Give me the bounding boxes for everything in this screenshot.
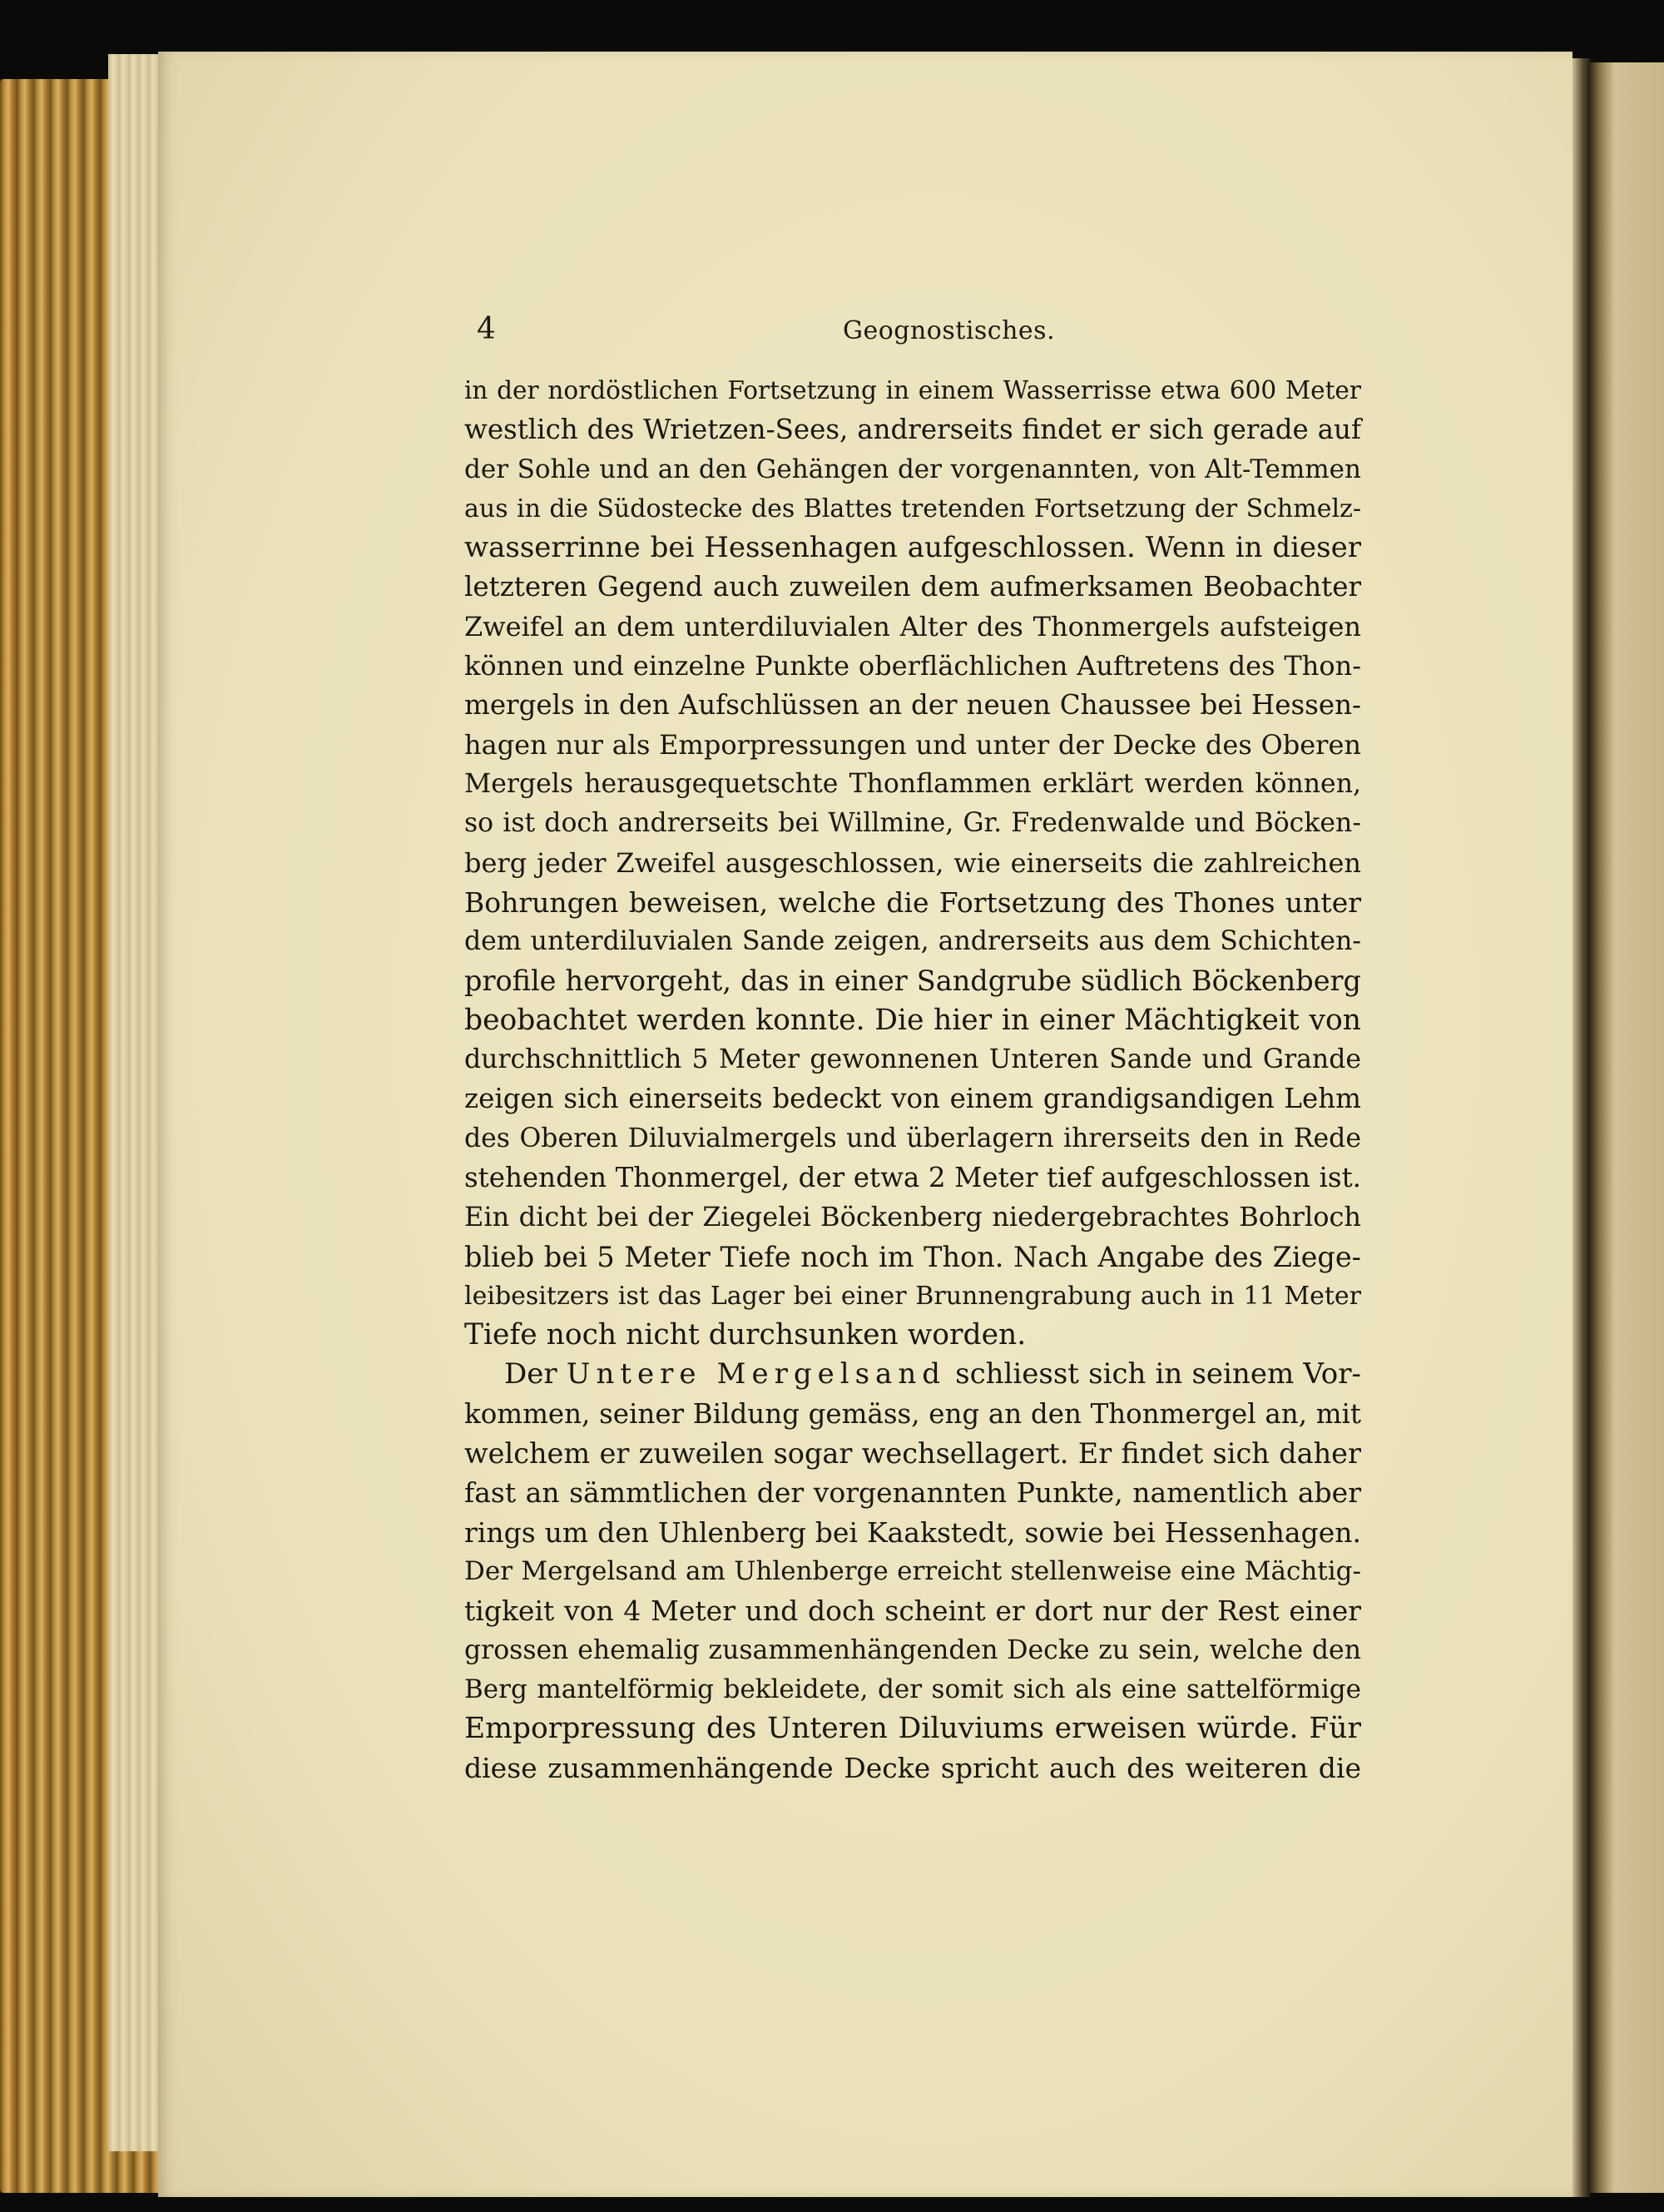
text-line: Zweifel an dem unterdiluvialen Alter des Thonmergels aufsteigen — [464, 610, 1361, 642]
section-term: Untere Mergelsand — [566, 1357, 946, 1391]
text-line: durchschnittlich 5 Meter gewonnenen Unteren Sande und Grande — [464, 1044, 1361, 1075]
text-line: fast an sämmtlichen der vorgenannten Punkte, namentlich aber — [464, 1476, 1361, 1510]
body-text — [464, 371, 1361, 1788]
text-line: berg jeder Zweifel ausgeschlossen, wie einerseits die zahlreichen — [464, 846, 1361, 879]
running-title: Geognostisches. — [843, 316, 1056, 345]
text-line: westlich des Wrietzen-Sees, andrerseits findet er sich gerade auf — [464, 414, 1361, 446]
text-line: in der nordöstlichen Fortsetzung in einem Wasserrisse etwa 600 Meter — [464, 376, 1361, 404]
text-line: wasserrinne bei Hessenhagen aufgeschlossen. Wenn in dieser — [464, 531, 1361, 565]
text-line: können und einzelne Punkte oberflächlichen Auftretens des Thon- — [464, 650, 1361, 682]
text-line: Ein dicht bei der Ziegelei Böckenberg niedergebrachtes Bohrloch — [464, 1201, 1361, 1233]
text-line: tigkeit von 4 Meter und doch scheint er dort nur der Rest einer — [464, 1595, 1361, 1628]
text-line: der Sohle und an den Gehängen der vorgenannten, von Alt-Temmen — [464, 454, 1361, 484]
text-line: letzteren Gegend auch zuweilen dem aufmerksamen Beobachter — [464, 571, 1361, 603]
text-line: grossen ehemalig zusammenhängenden Decke zu sein, welche den — [464, 1634, 1361, 1665]
text-line: Emporpressung des Unteren Diluviums erweisen würde. Für — [464, 1712, 1361, 1746]
text-line: profile hervorgeht, das in einer Sandgrube südlich Böckenberg — [464, 965, 1361, 998]
text-line: beobachtet werden konnte. Die hier in einer Mächtigkeit von — [464, 1003, 1361, 1037]
book-page-edges-inner — [108, 54, 158, 2151]
text-line: so ist doch andrerseits bei Willmine, Gr. Fredenwalde und Böcken- — [464, 808, 1361, 839]
text-line: kommen, seiner Bildung gemäss, eng an den Thonmergel an, mit — [464, 1397, 1361, 1430]
text-line: stehenden Thonmergel, der etwa 2 Meter tief aufgeschlossen ist. — [464, 1161, 1361, 1193]
text-line: aus in die Südostecke des Blattes tretenden Fortsetzung der Schmelz- — [464, 493, 1361, 523]
text-line: Der Mergelsand am Uhlenberge erreicht stellenweise eine Mächtig- — [464, 1555, 1361, 1586]
text-line: blieb bei 5 Meter Tiefe noch im Thon. Nach Angabe des Ziege- — [464, 1240, 1361, 1273]
text-line: des Oberen Diluvialmergels und überlagern ihrerseits den in Rede — [464, 1123, 1361, 1153]
text-line: welchem er zuweilen sogar wechsellagert. Er findet sich daher — [464, 1437, 1361, 1471]
facing-page-strip — [1589, 62, 1664, 2193]
paragraph-2-rest: schliesst sich in seinem Vor- — [946, 1357, 1361, 1391]
text-line: hagen nur als Emporpressungen und unter der Decke des Oberen — [464, 728, 1361, 761]
running-head — [477, 310, 1338, 350]
text-line: Bohrungen beweisen, welche die Fortsetzung des Thones unter — [464, 885, 1361, 919]
paragraph-2-lead: Der — [504, 1357, 567, 1391]
paragraph-2-first-line — [464, 1355, 1361, 1394]
text-line: rings um den Uhlenberg bei Kaakstedt, sowie bei Hessenhagen. — [464, 1515, 1361, 1549]
book-gutter — [1571, 58, 1591, 2197]
page-number: 4 — [477, 312, 496, 346]
text-line: mergels in den Aufschlüssen an der neuen Chaussee bei Hessen- — [464, 689, 1361, 722]
paragraph-2 — [464, 1355, 1361, 1788]
text-line: diese zusammenhängende Decke spricht auch des weiteren die — [464, 1752, 1361, 1785]
text-line: Mergels herausgequetschte Thonflammen erklärt werden können, — [464, 768, 1361, 799]
text-line: Tiefe noch nicht durchsunken worden. — [464, 1318, 1027, 1352]
text-line: zeigen sich einerseits bedeckt von einem grandigsandigen Lehm — [464, 1083, 1361, 1115]
text-line: leibesitzers ist das Lager bei einer Brunnengrabung auch in 11 Meter — [464, 1281, 1361, 1311]
text-line: Berg mantelförmig bekleidete, der somit sich als eine sattelförmige — [464, 1674, 1361, 1704]
paragraph-1 — [464, 371, 1361, 1355]
text-line: dem unterdiluvialen Sande zeigen, andrerseits aus dem Schichten- — [464, 926, 1361, 957]
